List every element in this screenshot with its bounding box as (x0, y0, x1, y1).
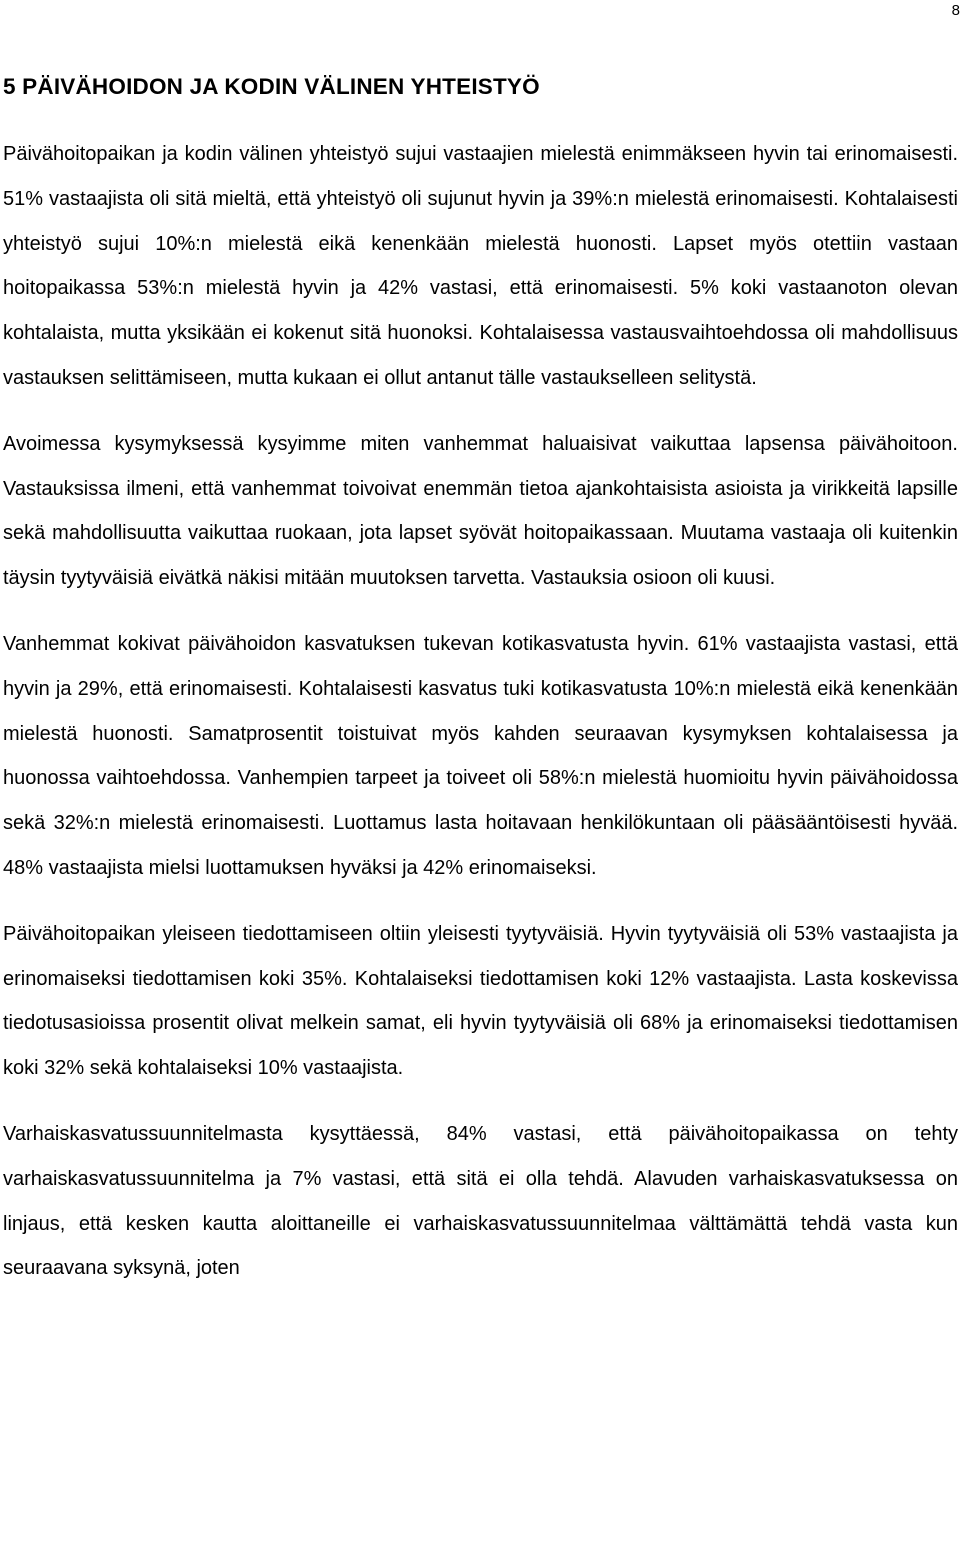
body-text (3, 132, 958, 1312)
paragraph-cooperation: Päivähoitopaikan ja kodin välinen yhteistyö sujui vastaajien mielestä enimmäkseen hyvin tai erinomaisesti. 51% vastaajista oli sitä mieltä, että yhteistyö oli sujunut hyvin ja 39%:n mielestä erinomaisesti. Kohtalaisesti yhteistyö sujui 10%:n mielestä eikä kenenkään mielestä huonosti. Lapset myös otettiin vastaan hoitopaikassa 53%:n mielestä hyvin ja 42% vastasi, että erinomaisesti. 5% koki vastaanoton olevan kohtalaista, mutta yksikään ei kokenut sitä huonoksi. Kohtalaisessa vastausvaihtoehdossa oli mahdollisuus vastauksen selittämiseen, mutta kukaan ei ollut antanut tälle vastaukselleen selitystä. (3, 143, 958, 389)
paragraph-early-education-plan: Varhaiskasvatussuunnitelmasta kysyttäessä, 84% vastasi, että päivähoitopaikassa on tehty varhaiskasvatussuunnitelma ja 7% vastasi, että sitä ei olla tehdä. Alavuden varhaiskasvatuksessa on linjaus, että kesken kautta aloittaneille ei varhaiskasvatussuunnitelmaa välttämättä tehdä vasta kun seuraavana syksynä, joten (3, 1122, 958, 1280)
paragraph-communication: Päivähoitopaikan yleiseen tiedottamiseen oltiin yleisesti tyytyväisiä. Hyvin tyytyväisiä oli 53% vastaajista ja erinomaiseksi tiedottamisen koki 35%. Kohtalaiseksi tiedottamisen koki 12% vastaajista. Lasta koskevissa tiedotusasioissa prosentit olivat melkein samat, eli hyvin tyytyväisiä oli 68% ja erinomaiseksi tiedottamisen koki 32% sekä kohtalaiseksi 10% vastaajista. (3, 922, 958, 1080)
section-heading: 5 PÄIVÄHOIDON JA KODIN VÄLINEN YHTEISTYÖ (3, 74, 540, 99)
paragraph-upbringing-support: Vanhemmat kokivat päivähoidon kasvatuksen tukevan kotikasvatusta hyvin. 61% vastaajista vastasi, että hyvin ja 29%, että erinomaisesti. Kohtalaisesti kasvatus tuki kotikasvatusta 10%:n mielestä eikä kenenkään mielestä huonosti. Samatprosentit toistuivat myös kahden seuraavan kysymyksen kohtalaisessa ja huonossa vaihtoehdossa. Vanhempien tarpeet ja toiveet oli 58%:n mielestä huomioitu hyvin päivähoidossa sekä 32%:n mielestä erinomaisesti. Luottamus lasta hoitavaan henkilökuntaan oli pääsääntöisesti hyvää. 48% vastaajista mielsi luottamuksen hyväksi ja 42% erinomaiseksi. (3, 632, 958, 879)
paragraph-influence: Avoimessa kysymyksessä kysyimme miten vanhemmat haluaisivat vaikuttaa lapsensa päivähoitoon. Vastauksissa ilmeni, että vanhemmat toivoivat enemmän tietoa ajankohtaisista asioista ja virikkeitä lapsille sekä mahdollisuutta vaikuttaa ruokaan, jota lapset syövät hoitopaikassaan. Muutama vastaaja oli kuitenkin täysin tyytyväisiä eivätkä näkisi mitään muutoksen tarvetta. Vastauksia osioon oli kuusi. (3, 432, 958, 590)
page-number: 8 (951, 2, 960, 19)
